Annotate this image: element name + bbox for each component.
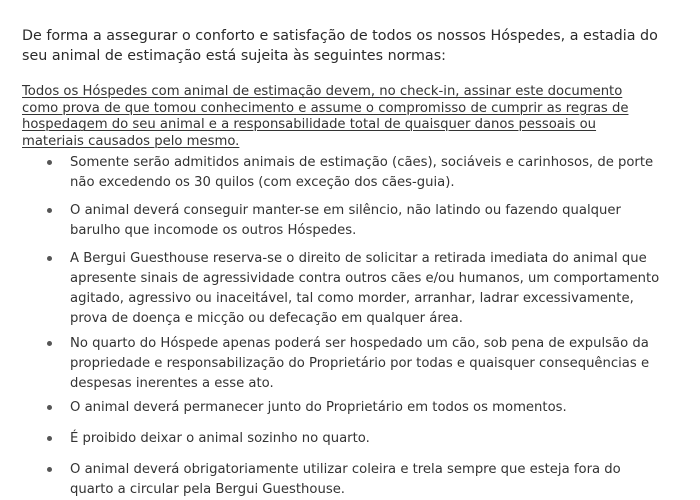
bullet-icon [47,208,52,213]
bullet-icon [47,160,52,165]
rule-text: O animal deverá obrigatoriamente utilizar coleira e trela sempre que esteja fora do quarto a circular pela Bergui Guesthouse. [70,462,621,497]
rule-text: É proibido deixar o animal sozinho no quarto. [70,431,370,446]
check-in-notice: Todos os Hóspedes com animal de estimação devem, no check-in, assinar este documento como prova de que tomou conhecimento e assume o compromisso de cumprir as regras de hospedagem do seu animal e a responsabilidade total de quaisquer danos pessoais ou materiais causados pelo mesmo. [22,84,629,149]
bullet-icon [47,256,52,261]
bullet-icon [47,467,52,472]
rule-text: No quarto do Hóspede apenas poderá ser hospedado um cão, sob pena de expulsão da propriedade e responsabilização do Proprietário por todas e quaisquer consequências e despesas inerentes a esse ato. [70,336,650,391]
bullet-icon [47,405,52,410]
rule-text: Somente serão admitidos animais de estimação (cães), sociáveis e carinhosos, de porte não excedendo os 30 quilos (com exceção dos cães-guia). [70,155,654,190]
bullet-icon [47,436,52,441]
intro-paragraph: De forma a assegurar o conforto e satisfação de todos os nossos Hóspedes, a estadia do seu animal de estimação está sujeita às seguintes normas: [22,28,658,65]
bullet-icon [47,341,52,346]
rule-text: O animal deverá conseguir manter-se em silêncio, não latindo ou fazendo qualquer barulho que incomode os outros Hóspedes. [70,203,621,238]
rule-text: A Bergui Guesthouse reserva-se o direito de solicitar a retirada imediata do animal que apresente sinais de agressividade contra outros cães e/ou humanos, um comportamento agitado, agressivo ou inaceitável, tal como morder, arranhar, ladrar excessivamente, prova de doença e micção ou defecação em qualquer área. [70,251,660,326]
rule-text: O animal deverá permanecer junto do Proprietário em todos os momentos. [70,400,567,415]
